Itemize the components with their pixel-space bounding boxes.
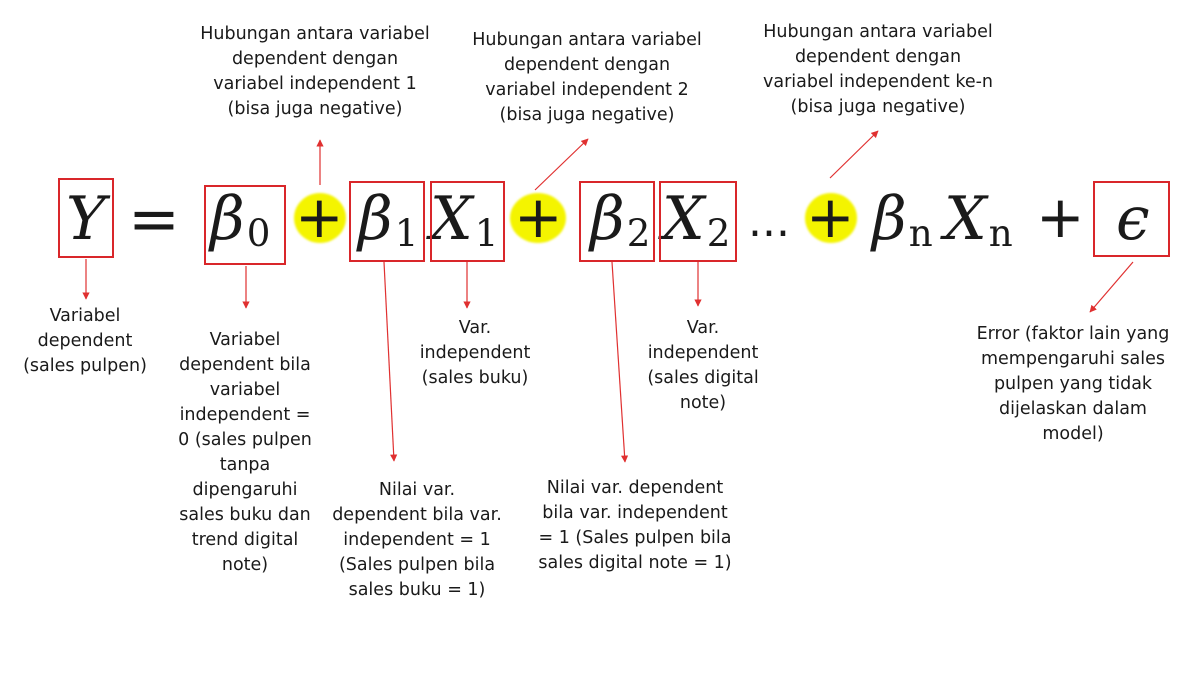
annotation-beta2-value: Nilai var. dependent bila var. independent = 1 (Sales pulpen bila sales digital note = 1): [538, 478, 732, 573]
eq-ellipsis: ...: [748, 196, 790, 247]
eq-x1-sub: 1: [474, 210, 499, 255]
annotation-y-label: Variabel dependent (sales pulpen): [23, 306, 147, 376]
arrow-betan-up: [830, 131, 878, 178]
eq-x1: X1: [430, 184, 499, 255]
eq-beta0-sub: 0: [246, 210, 271, 255]
arrow-beta1-down: [384, 262, 394, 461]
annotation-beta2-relation: Hubungan antara variabel dependent dengan variabel independent 2 (bisa juga negative): [472, 30, 702, 125]
eq-x2: X2: [662, 184, 731, 255]
eq-plus-2: +: [514, 183, 563, 251]
eq-beta0: β0: [210, 184, 271, 255]
eq-plus-1: +: [295, 183, 344, 251]
eq-beta1: β1: [358, 184, 419, 255]
annotation-x1-label: Var. independent (sales buku): [419, 318, 531, 388]
eq-xn: Xn: [944, 184, 1013, 255]
eq-plus-3: +: [806, 183, 855, 251]
eq-plus-4: +: [1036, 183, 1085, 251]
eq-xn-sub: n: [988, 210, 1013, 255]
eq-x2-sub: 2: [706, 210, 731, 255]
eq-beta2-sub: 2: [626, 210, 651, 255]
eq-y: Y: [66, 184, 106, 254]
eq-equals: =: [128, 182, 180, 255]
arrow-beta2-up: [535, 139, 588, 190]
annotation-betan-relation: Hubungan antara variabel dependent dengan variabel independent ke-n (bisa juga negative): [762, 22, 994, 117]
arrow-beta2-down: [612, 262, 625, 462]
eq-epsilon: ϵ: [1116, 184, 1150, 254]
eq-betan: βn: [872, 184, 933, 255]
eq-beta1-sub: 1: [394, 210, 419, 255]
annotation-beta1-value: Nilai var. dependent bila var. independent = 1 (Sales pulpen bila sales buku = 1): [332, 480, 502, 600]
eq-betan-sub: n: [908, 210, 933, 255]
annotation-beta1-relation: Hubungan antara variabel dependent dengan variabel independent 1 (bisa juga negative): [200, 24, 430, 119]
annotation-beta0-label: Variabel dependent bila variabel independent = 0 (sales pulpen tanpa dipengaruhi sales buku dan trend digital note): [178, 330, 312, 575]
annotation-x2-label: Var. independent (sales digital note): [647, 318, 759, 413]
arrow-epsilon: [1090, 262, 1133, 312]
eq-beta2: β2: [590, 184, 651, 255]
annotation-error-label: Error (faktor lain yang mempengaruhi sales pulpen yang tidak dijelaskan dalam model): [976, 324, 1170, 444]
